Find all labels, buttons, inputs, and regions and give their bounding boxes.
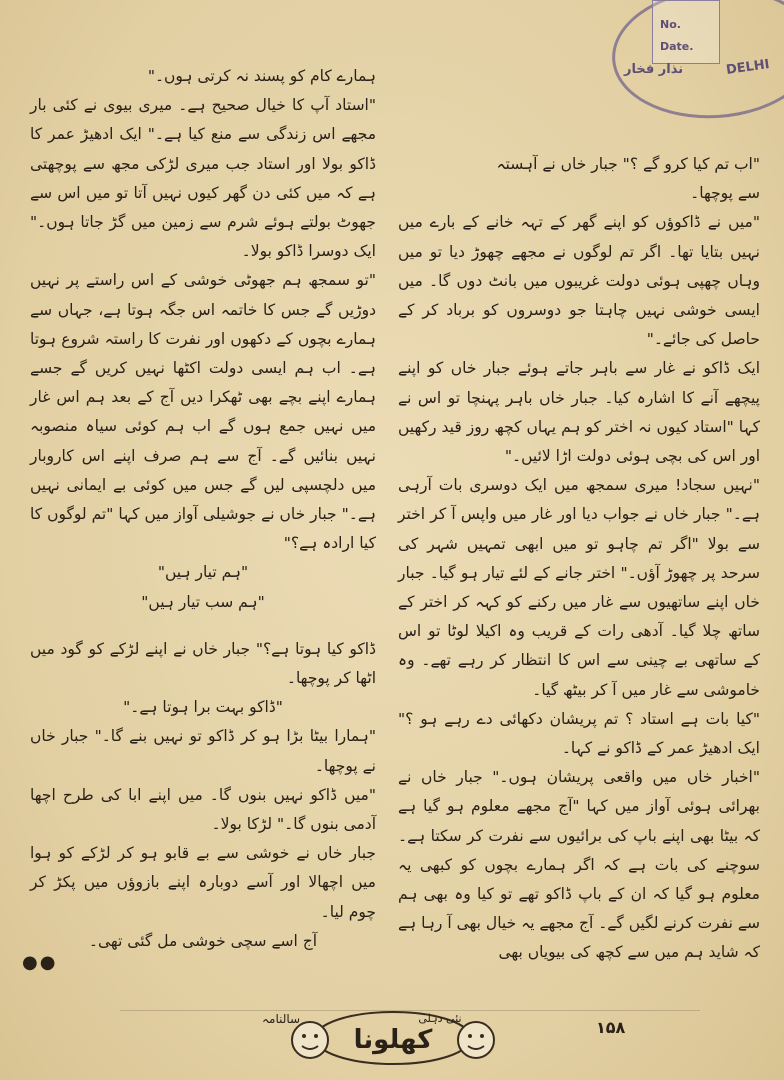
stamp-label: نذار فخار [624,62,684,77]
page-number: ۱۵۸ [596,1018,626,1037]
dialogue-line: "ہم تیار ہیں" [157,563,249,582]
masthead-title: کھلونا [353,1025,433,1055]
paragraph: ایک ڈاکو نے غار سے باہر جاتے ہوئے جبار خاں کو اپنے پیچھے آنے کا اشارہ کیا۔ جبار خاں باہر پہنچا تو اس نے کہا "استاد کیوں نہ اختر کو ہم یہاں کچھ روز قید رکھیں اور اس کی بچی ہوئی دولت اڑا لائیں۔" [398,359,760,466]
magazine-masthead-logo [268,1000,518,1070]
text-column-left [30,62,376,956]
stamp-date: Date. [660,40,694,53]
paragraph: "تو سمجھ ہم جھوٹی خوشی کے اس راستے پر نہیں دوڑیں گے جس کا خاتمہ اس جگہ ہوتا ہے، جہاں سے ہمارے بچوں کے دکھوں اور نفرت کا راستہ شروع ہوتا ہے۔ اب ہم ایسی دولت اکٹھا نہیں کریں گے جسے ہمارے اپنے بچے بھی ٹھکرا دیں آج کے بعد ہم اس غار میں نہیں جمع ہوں گے اب ہم کوئی سیاہ منصوبہ نہیں بنائیں گے۔ آج سے ہم صرف اپنے اس کاروبار میں دلچسپی لیں گے جس میں کوئی بے ایمانی نہیں ہے۔" جبار خاں نے جوشیلی آواز میں کہا "تم لوگوں کا کیا ارادہ ہے؟" [30,271,376,553]
paragraph: "میں ڈاکو نہیں بنوں گا۔ میں اپنے ابا کی طرح اچھا آدمی بنوں گا۔" لڑکا بولا۔ [30,785,376,834]
paragraph: "اخبار خاں میں واقعی پریشان ہوں۔" جبار خاں نے بھرائی ہوئی آواز میں کہا "آج مجھے معلوم ہو گیا ہے کہ بیٹا بھی اپنے باپ کی برائیوں سے نفرت کر سکتا ہے۔ سوچنے کی بات ہے کہ اگر ہمارے بچوں کو کبھی یہ معلوم ہو گیا کہ ان کے باپ ڈاکو تھے تو کیا وہ بھی ہم سے نفرت کرنے لگیں گے۔ آج مجھے یہ خیال بھی آ رہا ہے کہ شاید ہم میں سے کچھ کی بیویاں بھی [398,768,760,962]
paragraph: "اب تم کیا کرو گے ؟" جبار خاں نے آہستہ [496,155,760,173]
paragraph: "نہیں سجاد! میری سمجھ میں ایک دوسری بات آرہی ہے۔" جبار خاں نے جواب دیا اور غار میں واپس آ کر اختر سے بولا "اگر تم چاہو تو میں ابھی تمہیں شہر کی سرحد پر چھوڑ آؤں۔" اختر جانے کے لئے تیار ہو گیا۔ جبار خاں اپنے ساتھیوں سے غار میں رکنے کو کہہ کر اختر کے ساتھ چلا گیا۔ آدھی رات کے قریب وہ اکیلا لوٹا تو اس کے ساتھی بے چینی سے اس کا انتظار کر رہے تھے۔ وہ خاموشی سے غار میں آ کر بیٹھ گیا۔ [398,476,760,699]
paragraph: ڈاکو کیا ہوتا ہے؟" جبار خاں نے اپنے لڑکے کو گود میں اٹھا کر پوچھا۔ [30,639,376,688]
dialogue-line: "ہم سب تیار ہیں" [141,592,265,611]
dialogue-line: "ڈاکو بہت برا ہوتا ہے۔" [123,698,283,717]
end-mark: ●● [22,952,58,973]
paragraph: ہمارے کام کو پسند نہ کرتی ہوں۔" [147,67,376,85]
masthead-illustration [268,1000,518,1070]
stamp-city: DELHI [725,57,771,78]
closing-line: آج اسے سچی خوشی مل گئی تھی۔ [88,931,318,950]
yearbook-label: سالنامہ [262,1012,301,1026]
stamp-box [652,0,720,64]
paragraph: "ہمارا بیٹا بڑا ہو کر ڈاکو تو نہیں بنے گا۔" جبار خاں نے پوچھا۔ [30,727,376,775]
paragraph: "میں نے ڈاکوؤں کو اپنے گھر کے تہہ خانے کے بارے میں نہیں بتایا تھا۔ اگر تم لوگوں نے مجھے چھوڑ دیا تو میں وہاں چھپی ہوئی دولت غریبوں میں بانٹ دوں گا۔ میں ایسی خوشی نہیں چاہتا جو دوسروں کو برباد کر کے حاصل کی جائے۔" [398,213,760,349]
text-column-right [398,150,760,968]
paragraph: "کیا بات ہے استاد ؟ تم پریشان دکھائی دے رہے ہو ؟" ایک ادھیڑ عمر کے ڈاکو نے کہا۔ [398,709,760,758]
masthead-city: نئی دہلی [418,1012,462,1025]
paragraph: جبار خاں نے خوشی سے بے قابو ہو کر لڑکے کو ہوا میں اچھالا اور آسے دوبارہ اپنے بازوؤں میں پکڑ کر چوم لیا۔ [30,844,376,921]
stamp-no: No. [660,18,681,31]
paragraph: "استاد آپ کا خیال صحیح ہے۔ میری بیوی نے کئی بار مجھے اس زندگی سے منع کیا ہے۔" ایک ادھیڑ عمر کا ڈاکو بولا اور استاد جب میری لڑکی مجھ سے پوچھتی ہے کہ میں کئی دن گھر کیوں نہیں آتا تو میں اس سے جھوٹ بولتے ہوئے شرم سے زمین میں گڑ جاتا ہوں۔" ایک دوسرا ڈاکو بولا۔ [30,96,376,261]
paragraph: سے پوچھا۔ [690,184,760,203]
